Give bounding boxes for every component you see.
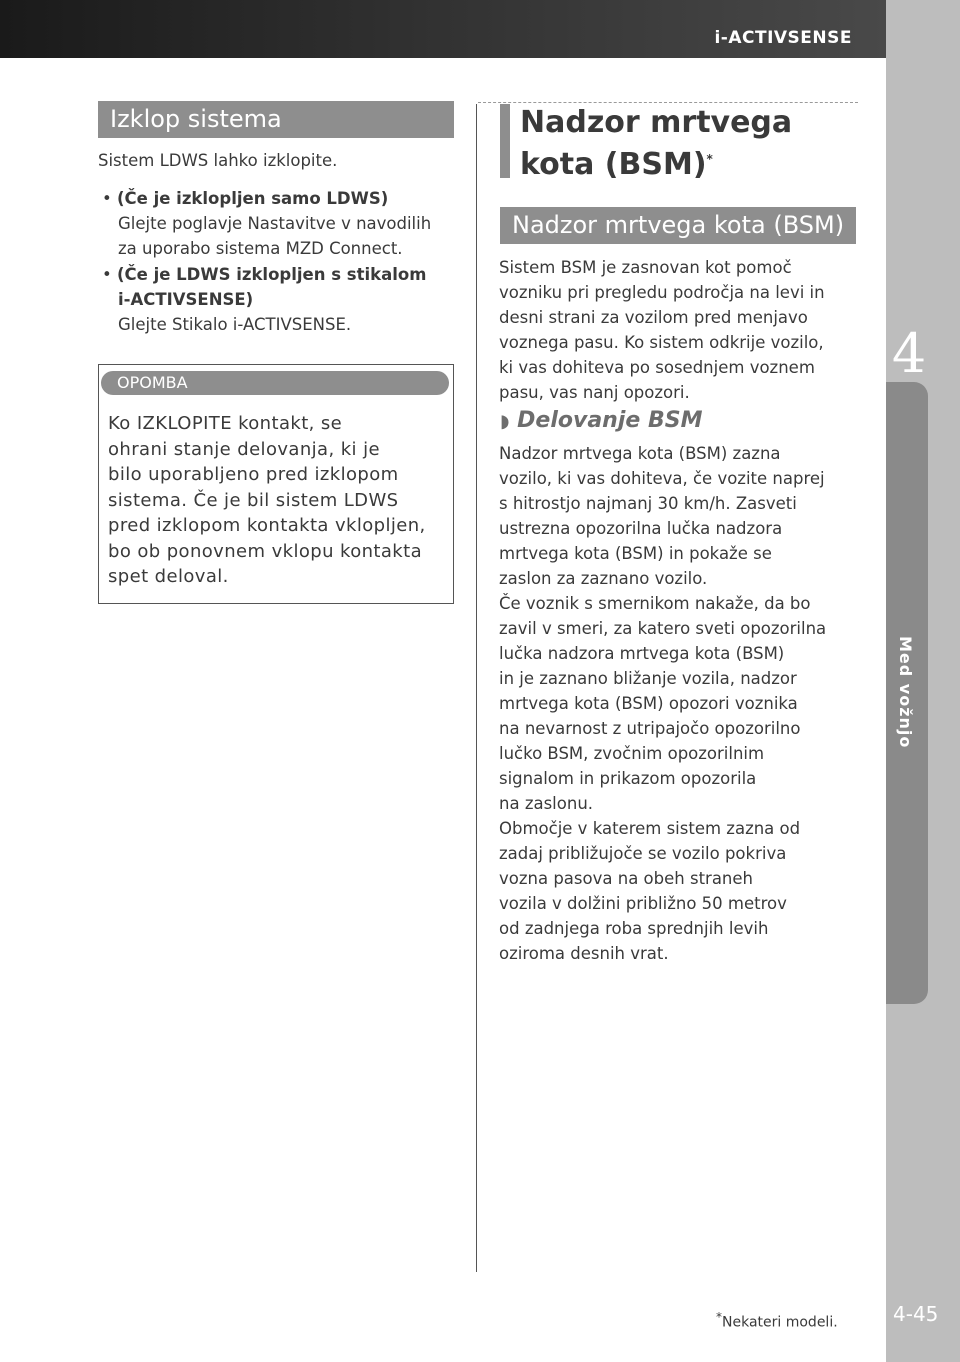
body-line: na nevarnost z utripajočo opozorilno — [499, 719, 801, 738]
note-line: pred izklopom kontakta vklopljen, — [108, 515, 426, 536]
body-line: signalom in prikazom opozorila — [499, 769, 757, 788]
column-divider — [476, 104, 477, 1272]
chapter-label: Med vožnjo — [896, 636, 915, 749]
body-line: zadaj približujoče se vozilo pokriva — [499, 844, 787, 863]
body-line: Območje v katerem sistem zazna od — [499, 819, 801, 838]
intro-line: vozniku pri pregledu področja na levi in — [499, 283, 825, 302]
bullet-dot: • — [102, 265, 117, 284]
body-line: na zaslonu. — [499, 794, 594, 813]
section-title: i-ACTIVSENSE — [714, 28, 852, 48]
left-intro: Sistem LDWS lahko izklopite. — [98, 151, 338, 170]
footnote-mark: * — [716, 1310, 722, 1324]
note-line: bilo uporabljeno pred izklopom — [108, 464, 399, 485]
body-line: mrtvega kota (BSM) opozori voznika — [499, 694, 798, 713]
intro-line: voznega pasu. Ko sistem odkrije vozilo, — [499, 333, 824, 352]
note-line: sistema. Če je bil sistem LDWS — [108, 489, 399, 511]
chapter-number: 4 — [891, 322, 927, 385]
body-line: s hitrostjo najmanj 30 km/h. Zasveti — [499, 494, 797, 513]
note-label: OPOMBA — [101, 371, 449, 395]
sub-heading-marker-icon: ◗ — [500, 411, 510, 432]
bullet-1-line: Glejte poglavje Nastavitve v navodilih — [118, 214, 432, 233]
body-line: ustrezna opozorilna lučka nadzora — [499, 519, 783, 538]
footnote — [716, 1310, 838, 1331]
note-line: Ko IZKLOPITE kontakt, se — [108, 413, 343, 434]
right-body — [499, 441, 826, 966]
body-line: vozna pasova na obeh straneh — [499, 869, 753, 888]
body-line: lučka nadzora mrtvega kota (BSM) — [499, 644, 785, 663]
page-number: 4-45 — [893, 1302, 939, 1326]
body-line: Če voznik s smernikom nakaže, da bo — [499, 594, 811, 613]
intro-line: ki vas dohiteva po sosednjem voznem — [499, 358, 815, 377]
note-box — [98, 364, 454, 604]
dotted-rule — [478, 102, 858, 103]
body-line: Nadzor mrtvega kota (BSM) zazna — [499, 444, 781, 463]
bullet-2 — [102, 262, 426, 337]
footnote-text: Nekateri modeli. — [722, 1314, 838, 1331]
intro-line: Sistem BSM je zasnovan kot pomoč — [499, 258, 792, 277]
section-heading-bsm: Nadzor mrtvega kota (BSM) — [500, 207, 856, 244]
bullet-1-title: (Če je izklopljen samo LDWS) — [116, 189, 389, 208]
bullet-dot: • — [102, 189, 117, 208]
note-line: spet deloval. — [108, 566, 229, 587]
note-text — [108, 411, 426, 590]
note-line: bo ob ponovnem vklopu kontakta — [108, 540, 423, 562]
body-line: lučko BSM, zvočnim opozorilnim — [499, 744, 765, 763]
bullet-1 — [102, 186, 431, 261]
intro-line: desni strani za vozilom pred menjavo — [499, 308, 808, 327]
bullet-2-line: Glejte Stikalo i-ACTIVSENSE. — [118, 315, 352, 334]
intro-line: pasu, vas nanj opozori. — [499, 383, 690, 402]
sub-heading — [500, 408, 702, 433]
right-intro — [499, 255, 825, 405]
major-title-line2: kota (BSM) — [520, 147, 707, 182]
body-line: oziroma desnih vrat. — [499, 944, 669, 963]
body-line: mrtvega kota (BSM) in pokaže se — [499, 544, 772, 563]
body-line: vozilo, ki vas dohiteva, če vozite naprej — [499, 469, 825, 488]
body-line: zaslon za zaznano vozilo. — [499, 569, 708, 588]
bullet-1-line: za uporabo sistema MZD Connect. — [118, 239, 403, 258]
body-line: vozila v dolžini približno 50 metrov — [499, 894, 787, 913]
major-title — [500, 104, 793, 182]
body-line: od zadnjega roba sprednjih levih — [499, 919, 769, 938]
section-heading-izklop: Izklop sistema — [98, 101, 454, 138]
note-line: ohrani stanje delovanja, ki je — [108, 438, 380, 460]
sub-heading-text: Delovanje BSM — [517, 408, 703, 433]
body-line: zavil v smeri, za katero sveti opozorilna — [499, 619, 827, 638]
footnote-star: * — [706, 152, 713, 166]
body-line: in je zaznano bližanje vozila, nadzor — [499, 669, 797, 688]
bullet-2-title-cont: i-ACTIVSENSE) — [118, 290, 254, 309]
major-title-line1: Nadzor mrtvega — [520, 105, 793, 140]
bullet-2-title: (Če je LDWS izklopljen s stikalom — [116, 265, 427, 284]
